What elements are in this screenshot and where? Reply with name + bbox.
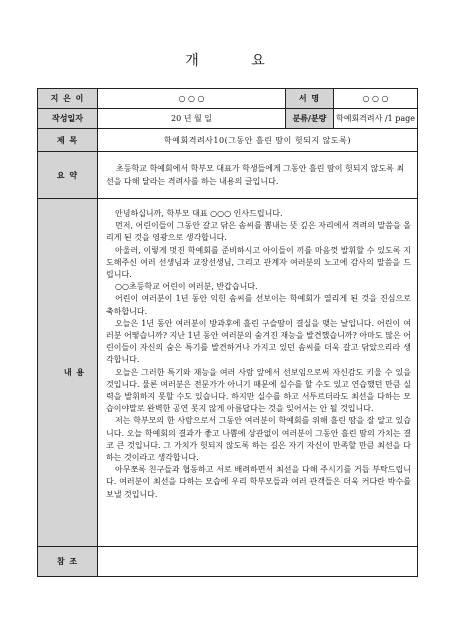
date-value: 20 년 월 일 <box>98 109 286 129</box>
subject-row <box>38 129 418 152</box>
reference-label: 참 조 <box>38 547 98 577</box>
content-paragraph: 오늘은 그러한 특기와 재능을 여러 사람 앞에서 선보임으로써 자신감도 키울 수 있을 것입니다. 물론 여러분은 전문가가 아니기 때문에 실수를 할 수도 있고 연습했던 만큼 실력을 발휘하지 못할 수도 있습니다. 하지만 실수를 하고 서투르더라도 최선을 다하는 모습이야말로 완벽한 공연 못지 않게 아름답다는 것을 잊어서는 안 될 것입니다. <box>106 367 411 414</box>
author-row <box>38 89 418 109</box>
content-paragraph: 아울러, 이렇게 멋진 학예회를 준비하시고 아이들이 끼를 마음껏 발휘할 수 있도록 지도해주신 여러 선생님과 교장선생님, 그리고 관계자 여러분의 노고에 감사의 말씀을 드립니다. <box>106 245 411 280</box>
content-label: 내 용 <box>38 199 98 547</box>
date-label: 작성일자 <box>38 109 98 129</box>
content-paragraph: 오늘은 1년 동안 여러분이 방과후에 흘린 구슬땀이 결실을 맺는 날입니다. 어린이 여러분 어떻습니까? 지난 1년 동안 여러분의 숨겨진 재능을 발견했습니까? 아마도 많은 어린이들이 자신의 숨은 특기를 발견하거나 가지고 있던 솜씨를 더욱 갈고 닦았으리라 생각합니다. <box>106 318 411 365</box>
content-paragraph: ○○초등학교 어린이 여러분, 반갑습니다. <box>115 282 258 292</box>
summary-form-table <box>37 88 418 577</box>
content-paragraph: 어린이 여러분이 1년 동안 익힌 솜씨를 선보이는 학예회가 열리게 된 것을 진심으로 축하합니다. <box>106 294 411 316</box>
summary-value <box>98 152 418 199</box>
category-value: 학예회격려사 /1 page <box>334 109 418 129</box>
page-title: 개 요 <box>185 53 289 69</box>
subject-value: 학예회격려사10(그동안 흘린 땀이 헛되지 않도록) <box>98 129 418 152</box>
content-body <box>98 199 418 547</box>
subject-label: 제 목 <box>38 129 98 152</box>
author-value: ○ ○ ○ <box>98 89 286 109</box>
author-label: 지 은 이 <box>38 89 98 109</box>
name-label: 서 명 <box>286 89 334 109</box>
summary-text: 초등학교 학예회에서 학부모 대표가 학생들에게 그동안 흘린 땀이 헛되지 않도록 최선을 다해 달라는 격려사를 하는 내용의 글입니다. <box>106 164 405 186</box>
category-label: 분류/분량 <box>286 109 334 129</box>
content-paragraph: 안녕하십니까, 학부모 대표 ○○○ 인사드립니다. <box>115 209 283 218</box>
reference-value <box>98 547 418 577</box>
reference-row <box>38 547 418 577</box>
content-paragraph: 저는 학부모의 한 사람으로서 그동안 여러분이 학예회를 위해 흘린 땀을 잘 알고 있습니다. 오늘 학예회의 결과가 좋고 나쁨에 상관없이 여러분이 그동안 흘린 땀의 가치는 결코 큰 것입니다. 그 가치가 헛되지 않도록 하는 길은 자기 자신이 만족할 만큼 최선을 다하는 것이라고 생각합니다. <box>106 416 411 463</box>
date-row <box>38 109 418 129</box>
summary-label: 요 약 <box>38 152 98 199</box>
content-paragraph: 먼저, 어린이들이 그동안 갈고 닦은 솜씨를 뽐내는 뜻 깊은 자리에서 격려의 말씀을 올리게 된 것을 영광으로 생각합니다. <box>106 221 411 243</box>
name-value: ○ ○ ○ <box>334 89 418 109</box>
summary-row <box>38 152 418 199</box>
content-row <box>38 199 418 547</box>
content-paragraph: 아무쪼록 친구들과 협동하고 서로 배려하면서 최선을 다해 주시기를 거듭 부탁드립니다. 여러분이 최선을 다하는 모습에 우리 학부모들과 여러 관객들은 더욱 커다란 박수를 보낼 것입니다. <box>106 465 411 499</box>
